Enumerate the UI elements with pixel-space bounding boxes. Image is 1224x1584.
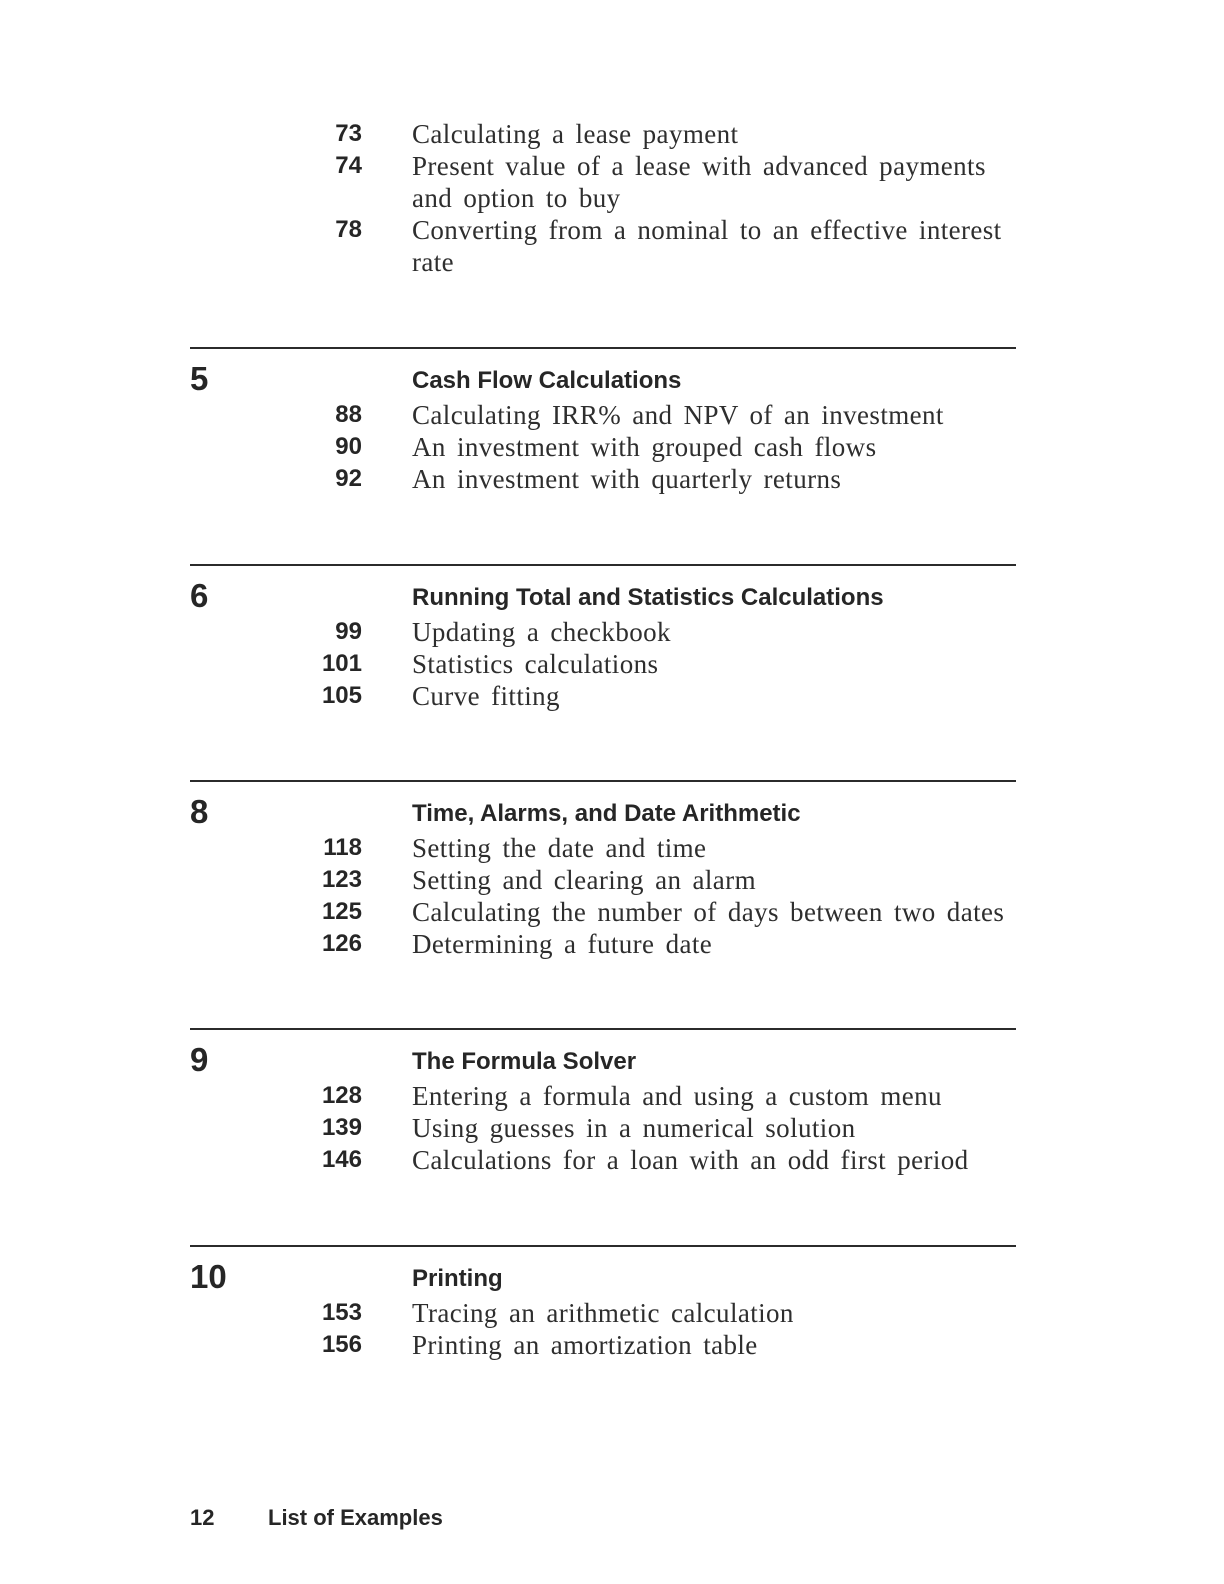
chapter-section (190, 780, 1016, 959)
example-entry (190, 431, 1016, 463)
example-title: Calculating a lease payment (412, 119, 739, 149)
chapter-number: 9 (190, 1041, 209, 1078)
example-title: An investment with quarterly returns (412, 464, 842, 494)
section-divider (190, 564, 1016, 566)
example-entry (190, 616, 1016, 648)
example-entry (190, 832, 1016, 864)
example-page-number: 74 (335, 152, 362, 179)
example-entry (190, 1297, 1016, 1329)
example-title: Tracing an arithmetic calculation (412, 1298, 794, 1328)
section-divider (190, 1245, 1016, 1247)
example-title: Printing an amortization table (412, 1330, 758, 1360)
example-list (190, 399, 1016, 495)
example-entry (190, 928, 1016, 960)
example-entry (190, 1144, 1016, 1176)
chapter-section (190, 564, 1016, 711)
example-page-number: 139 (321, 1114, 362, 1141)
example-list (190, 832, 1016, 960)
page-footer (190, 1505, 443, 1531)
section-divider (190, 1028, 1016, 1030)
chapter-number: 8 (190, 793, 209, 830)
example-page-number: 101 (321, 650, 362, 677)
example-title: Calculating the number of days between two dates (412, 897, 1005, 927)
example-list (190, 616, 1016, 712)
example-page-number: 90 (335, 433, 362, 460)
example-page-number: 78 (335, 216, 362, 243)
example-page-number: 123 (321, 866, 362, 893)
chapter-number: 6 (190, 577, 209, 614)
chapter-title: Cash Flow Calculations (412, 367, 682, 394)
example-entry (190, 896, 1016, 928)
example-entry (190, 214, 1016, 278)
chapter-section (190, 1028, 1016, 1175)
example-title: Curve fitting (412, 681, 560, 711)
example-title: Setting and clearing an alarm (412, 865, 756, 895)
section-divider (190, 780, 1016, 782)
example-entry (190, 150, 1016, 214)
example-title: Calculating IRR% and NPV of an investment (412, 400, 944, 430)
example-page-number: 73 (335, 120, 362, 147)
chapter-title: Printing (412, 1265, 503, 1292)
example-list (190, 1297, 1016, 1361)
page-number: 12 (190, 1505, 215, 1530)
example-page-number: 125 (321, 898, 362, 925)
example-page-number: 126 (321, 930, 362, 957)
example-page-number: 88 (335, 401, 362, 428)
chapter-number: 10 (190, 1258, 227, 1295)
example-page-number: 156 (321, 1331, 362, 1358)
example-page-number: 105 (321, 682, 362, 709)
chapter-title: Running Total and Statistics Calculations (412, 584, 884, 611)
example-title: Converting from a nominal to an effective interest rate (412, 215, 1002, 277)
chapter-title: Time, Alarms, and Date Arithmetic (412, 800, 801, 827)
example-entry (190, 399, 1016, 431)
example-title: Present value of a lease with advanced payments and option to buy (412, 151, 986, 213)
example-entry (190, 648, 1016, 680)
chapter-title: The Formula Solver (412, 1048, 637, 1075)
example-title: Determining a future date (412, 929, 713, 959)
example-page-number: 118 (323, 834, 362, 861)
example-entry (190, 463, 1016, 495)
footer-title: List of Examples (268, 1505, 443, 1530)
example-title: Calculations for a loan with an odd first period (412, 1145, 969, 1175)
example-page-number: 92 (335, 465, 362, 492)
example-page-number: 99 (335, 618, 362, 645)
example-entry (190, 1080, 1016, 1112)
intro-entries (190, 118, 1016, 278)
chapter-number: 5 (190, 360, 209, 397)
example-title: Entering a formula and using a custom menu (412, 1081, 942, 1111)
example-entry (190, 680, 1016, 712)
example-page-number: 128 (321, 1082, 362, 1109)
example-entry (190, 1112, 1016, 1144)
example-title: An investment with grouped cash flows (412, 432, 877, 462)
example-page-number: 146 (321, 1146, 362, 1173)
example-entry (190, 118, 1016, 150)
chapter-section (190, 1245, 1016, 1360)
example-entry (190, 864, 1016, 896)
section-divider (190, 347, 1016, 349)
example-title: Using guesses in a numerical solution (412, 1113, 856, 1143)
example-title: Setting the date and time (412, 833, 707, 863)
example-title: Updating a checkbook (412, 617, 671, 647)
example-entry (190, 1329, 1016, 1361)
example-title: Statistics calculations (412, 649, 659, 679)
example-list (190, 1080, 1016, 1176)
chapter-section (190, 347, 1016, 494)
example-page-number: 153 (321, 1299, 362, 1326)
